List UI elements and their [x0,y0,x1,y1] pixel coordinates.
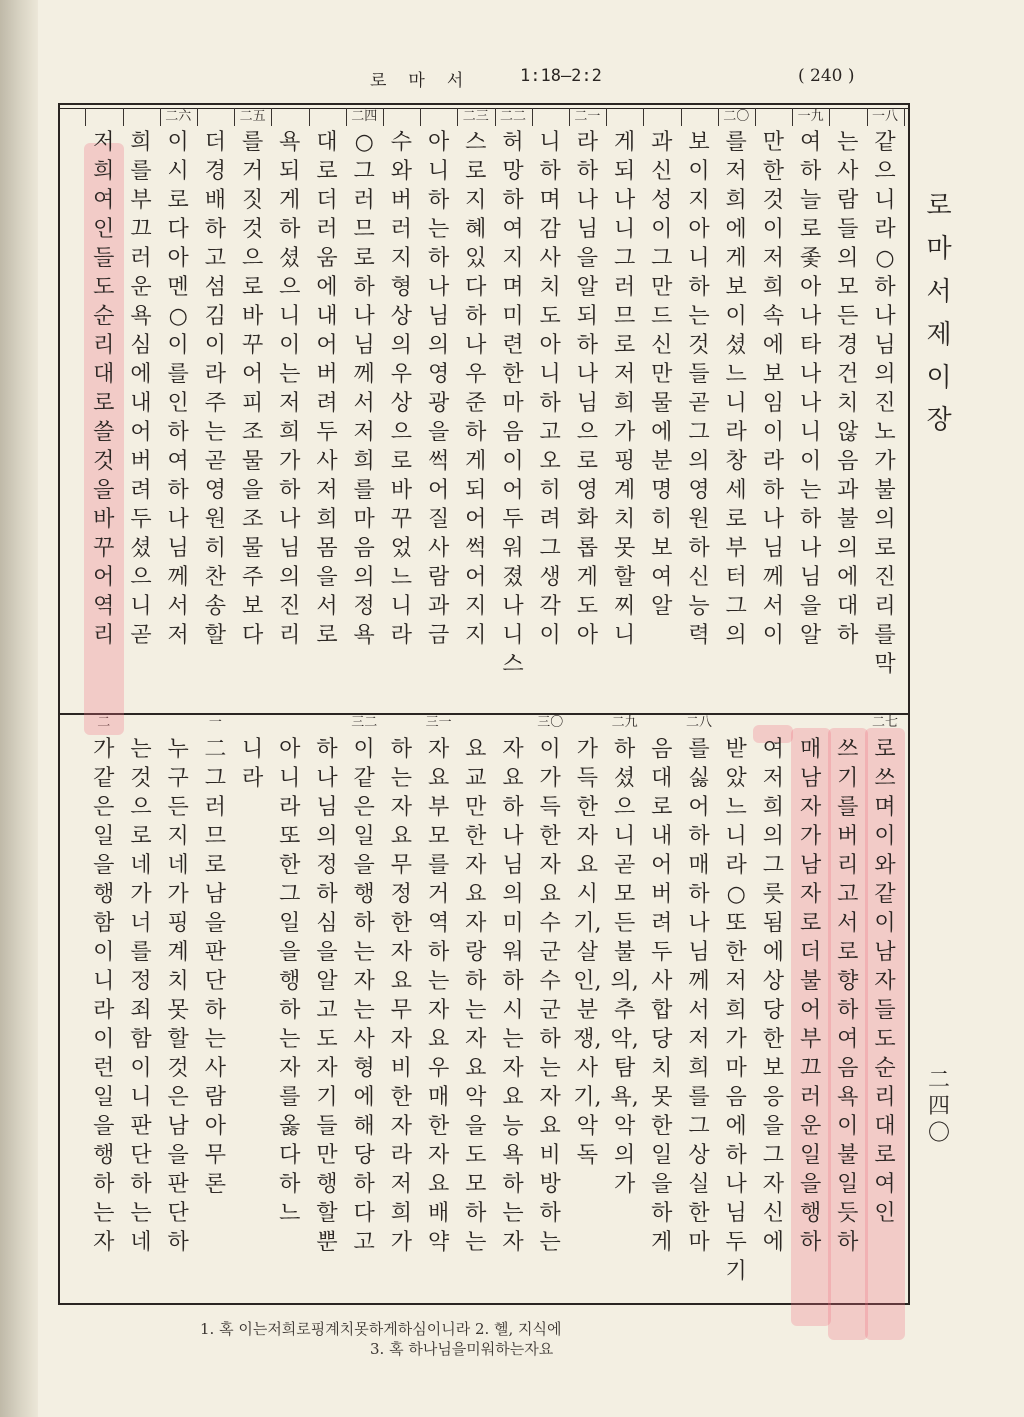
column-rule [495,108,496,126]
column-rule [234,108,235,126]
column-rule [718,108,719,126]
bottom-text-column: 하나님의 정하심을 알고도 자기들만 행할 뿐 [316,737,338,1255]
bottom-text-column: 二 그러므로 남을 판단하는 사람아 무론 [204,737,227,1197]
footnote-line-1: 1. 혹 이는저희로핑계치못하게하심이니라 2. 헬, 지식에 [200,1320,562,1338]
bottom-verse-number: 二九 [611,715,638,730]
top-text-column: 허망하여지며 미련한 마음이 어두워졌나니 스 [502,130,524,677]
column-rule [829,108,830,126]
bottom-text-column: 가득한 자요 시기, 살인, 분쟁, 사기, 악독 [573,737,602,1168]
top-text-column: 스로 지혜 있다 하나 우준하게 되어 썩어지지 [465,130,487,648]
top-verse-number: 二二 [500,109,527,124]
chapter-verse-reference: 1:18—2:2 [520,66,602,86]
top-text-column: 라 하나님을 알되 하나님으로 영화롭게도 아 [576,130,599,648]
column-rule [197,108,198,126]
bottom-text-column: 아니라 또한 그 일을 행하는 자를 옳다 하느 [279,737,301,1226]
top-text-column: 같으니라○하나님의 진노가 불의로 진리를 막 [874,130,896,677]
book-name: 로마서 [370,71,486,91]
column-rule [681,108,682,126]
top-text-column: 희를 부끄러운 욕심에 내어 버려 두셨으니 곧 [130,130,152,648]
bottom-text-column: 여 저희의 그릇됨에 상당한 보응을 그 자신에 [762,737,785,1255]
column-rule [569,108,570,126]
top-verse-number: 二一 [574,109,601,124]
top-text-column: 욕되게 하셨으니 이는 저희가 하나님의 진리 [279,130,301,648]
top-text-column: 를 거짓 것으로 바꾸어 피조물을 조물주 보다 [241,130,264,648]
top-text-column: 저희 여인들도 순리대로 쓸 것을 바꾸어 역리 [93,130,115,648]
top-text-column: 대로 더러움에 내어 버려두사 저희 몸을 서로 [316,130,338,648]
bottom-text-column: 쓰기를 버리고 서로 향하여 음욕이 불 일듯하 [837,737,859,1255]
column-rule [755,108,756,126]
bottom-verse-number: 三〇 [537,715,564,730]
top-text-column: 더 경배하고 섬김이라 주는 곧 영원히 찬송할 [204,130,227,648]
top-text-column: 는 사람들의 모든 경건치 않음과 불의에 대하 [837,130,859,648]
running-head [370,66,890,90]
column-rule [457,108,458,126]
bottom-verse-number: 二七 [872,715,899,730]
bottom-text-column: 자요 부모를 거역하는 자요 우매한 자요 배약 [427,737,450,1255]
top-text-column: 게 되나니 그러므로 저희가 핑계치 못할찌니 [613,130,636,648]
side-chapter-title: 로마서 제이장 [926,191,952,436]
bottom-text-column: 자요 하나님의 미워하시는 자요 능욕하는 자 [502,737,524,1255]
bottom-text-column: 는 것으로 네가 너를 정죄함이니 판단하는 네 [130,737,152,1255]
bottom-text-column: 니라 [241,737,264,791]
column-rule [271,108,272,126]
top-text-column: 니하며 감사치도 아니하고 오히려 그 생각이 [539,130,561,648]
column-rule [160,108,161,126]
top-verse-number: 二五 [239,109,266,124]
footnote-line-2: 3. 혹 하나님을미워하는자요 [370,1340,554,1358]
column-rule [309,108,310,126]
column-rule [643,108,644,126]
bottom-text-column: 가 같은 일을 행함이니라 이런 일을 행하는 자 [93,737,115,1255]
bottom-text-column: 요 교만한 자요 자랑하는 자요 악을 도모하는 [465,737,487,1255]
top-verse-number: 二〇 [723,109,750,124]
bottom-verse-number: 二八 [686,715,713,730]
bottom-text-column: 하셨으니 곧 모든 불의, 추악, 탐욕, 악의가 [610,737,639,1197]
bottom-text-column: 매 남자가 남자로 더불어 부끄러운 일을 행하 [799,737,822,1255]
section-divider [60,713,908,715]
bottom-text-column: 이같은 일을 행하는 자는 사형에 해당하다고 [353,737,375,1255]
top-text-column: 과 신성이 그 만드신 만물에 분명히 보여 알 [651,130,673,619]
column-rule [383,108,384,126]
page-number: ( 240 ) [798,66,855,86]
column-rule [420,108,421,126]
side-page-number: 二四〇 [927,1068,950,1146]
bottom-text-column: 이 가득한 자요 수군수군하는 자요 비방하는 [539,737,561,1255]
top-text-column: 아니하는 하나님의 영광을 썩어질 사람과 금 [427,130,450,648]
top-verse-number: 一九 [797,109,824,124]
bottom-text-column: 하는 자요 무정한 자요 무자비한 자라 저희가 [390,737,413,1255]
column-rule [85,108,86,126]
bottom-verse-number: 三二 [351,715,378,730]
book-gutter [0,0,38,1417]
bottom-text-column: 음대로 내어 버려두사 합당치 못한 일을 하게 [651,737,673,1255]
bottom-text-column: 를 싫어하매 하나님께서 저희를 그 상실한 마 [688,737,710,1255]
top-verse-number: 一八 [872,109,899,124]
column-rule [792,108,793,126]
bottom-text-column: 누구든지 네가 핑계치 못할 것은 남을 판단하 [167,737,189,1255]
top-verse-number: 二三 [462,109,489,124]
bottom-text-column: 로 쓰며 이와 같이 남자들도 순리대로 여인 [874,737,896,1226]
column-rule [904,108,905,126]
bottom-verse-number: 一 [208,715,222,730]
column-rule [606,108,607,126]
column-rule [867,108,868,126]
top-text-column: 여 하늘로 좇아 나타나나니 이는 하나님을 알 [799,130,822,648]
bottom-text-column: 받았느니라○또한 저희가 마음에 하나님 두기 [725,737,747,1284]
top-text-column: 수와 버러지 형상의 우상으로 바꾸었느니라 [390,130,413,648]
top-verse-number: 二六 [165,109,192,124]
column-rule [123,108,124,126]
bottom-verse-number: 三一 [425,715,452,730]
column-rule [346,108,347,126]
column-rule [532,108,533,126]
top-text-column: 를 저희에게 보이셨느니라 창세로부터 그의 [725,130,747,648]
bottom-verse-number: 二 [97,715,111,730]
top-text-column: 이시로다 아멘○이를 인하여 하나님께서 저 [167,130,189,648]
top-text-column: 만한 것이 저희 속에 보임이라 하나님께서 이 [762,130,785,648]
top-verse-number: 二四 [351,109,378,124]
top-text-column: 보이지 아니하는 것들 곧 그의 영원하신 능력 [688,130,710,648]
top-text-column: ○그러므로 하나님께서 저희를 마음의 정욕 [353,130,375,648]
